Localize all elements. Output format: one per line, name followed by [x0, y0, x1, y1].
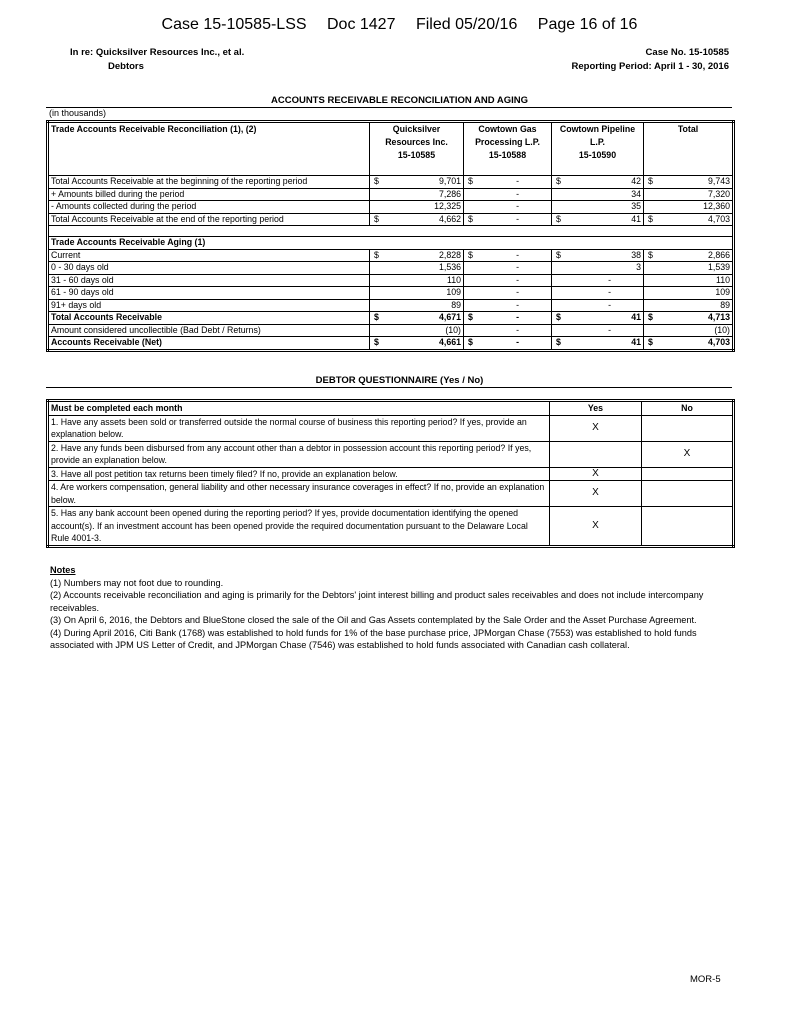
amount-cell [644, 176, 734, 189]
ar-row [48, 287, 734, 300]
aging-header-label: Trade Accounts Receivable Aging (1) [48, 237, 734, 250]
amount-cell [644, 213, 734, 226]
amount-value: 1,536 [438, 262, 461, 272]
amount-value: - [516, 274, 519, 285]
row-label: 61 - 90 days old [48, 287, 370, 300]
amount-value: 89 [720, 299, 730, 310]
currency-symbol: $ [468, 176, 473, 186]
amount-value: 35 [631, 201, 641, 211]
amount-cell [370, 299, 464, 312]
currency-symbol: $ [648, 312, 653, 322]
currency-symbol: $ [556, 312, 561, 322]
amount-value: 12,325 [434, 201, 461, 211]
currency-symbol: $ [556, 249, 561, 260]
amount-cell [644, 262, 734, 275]
row-label: + Amounts billed during the period [48, 188, 370, 201]
amount-value: - [516, 188, 519, 199]
amount-cell [370, 213, 464, 226]
question-row [48, 415, 734, 441]
amount-cell [370, 337, 464, 351]
column-header-line: L.P. [590, 137, 605, 147]
amount-cell [644, 337, 734, 351]
amount-value: - [608, 274, 611, 285]
amount-cell [464, 249, 552, 262]
no-mark [642, 467, 734, 481]
amount-value: - [516, 262, 519, 272]
amount-value: 34 [631, 188, 641, 199]
yes-mark: X [550, 507, 642, 547]
column-header-line: Cowtown Pipeline [559, 124, 636, 134]
row-label: Accounts Receivable (Net) [48, 337, 370, 351]
amount-cell [552, 188, 644, 201]
amount-value: 2,866 [707, 249, 730, 260]
questionnaire-title: DEBTOR QUESTIONNAIRE (Yes / No) [315, 375, 484, 386]
column-header-line: Processing L.P. [475, 137, 540, 147]
amount-cell [644, 249, 734, 262]
amount-value: 109 [446, 287, 461, 297]
amount-cell [644, 299, 734, 312]
currency-symbol: $ [556, 337, 561, 347]
amount-value: 2,828 [438, 249, 461, 260]
notes-title: Notes [50, 565, 76, 575]
row-label: 0 - 30 days old [48, 262, 370, 275]
row-label: Current [48, 249, 370, 262]
currency-symbol: $ [556, 213, 561, 224]
amount-value: 38 [631, 249, 641, 260]
column-header [644, 122, 734, 176]
amount-value: - [516, 324, 519, 335]
ar-row [48, 213, 734, 226]
ar-title-rule [46, 107, 732, 108]
ar-row [48, 312, 734, 325]
amount-cell [644, 287, 734, 300]
column-header-line: Total [677, 124, 699, 134]
spacer-cell [48, 226, 734, 237]
court-header [0, 16, 799, 34]
questionnaire-table [46, 399, 735, 548]
amount-cell [552, 213, 644, 226]
amount-value: - [516, 213, 519, 224]
amount-cell [552, 249, 644, 262]
debtors-label: Debtors [108, 61, 144, 72]
amount-cell [552, 337, 644, 351]
page-number-stamp: Page 16 of 16 [537, 16, 638, 33]
amount-value: - [608, 287, 611, 297]
column-header [370, 122, 464, 176]
amount-cell [552, 299, 644, 312]
amount-value: - [516, 337, 519, 347]
amount-cell [552, 312, 644, 325]
ar-row [48, 176, 734, 189]
questionnaire-header: Must be completed each month [48, 401, 550, 416]
amount-cell [464, 274, 552, 287]
no-header: No [642, 401, 734, 416]
amount-cell [370, 324, 464, 337]
amount-cell [370, 287, 464, 300]
ar-column-header-row [48, 122, 734, 176]
amount-cell [464, 188, 552, 201]
question-row [48, 481, 734, 507]
question-row [48, 467, 734, 481]
amount-value: - [516, 201, 519, 211]
row-label: 31 - 60 days old [48, 274, 370, 287]
no-mark [642, 481, 734, 507]
currency-symbol: $ [468, 337, 473, 347]
amount-value: - [516, 176, 519, 186]
column-header-line: 15-10588 [488, 150, 527, 160]
amount-cell [464, 262, 552, 275]
yes-mark: X [550, 467, 642, 481]
amount-cell [552, 324, 644, 337]
notes-section [50, 564, 740, 652]
no-mark [642, 507, 734, 547]
column-header-line: Resources Inc. [385, 137, 448, 147]
amount-cell [370, 176, 464, 189]
currency-symbol: $ [374, 312, 379, 322]
currency-symbol: $ [648, 213, 653, 224]
amount-value: (10) [445, 324, 461, 335]
amount-cell [464, 324, 552, 337]
no-mark: X [642, 441, 734, 467]
question-text: 3. Have all post petition tax returns been timely filed? If no, provide an explanation below. [48, 467, 550, 481]
recon-header-label: Trade Accounts Receivable Reconciliation (1), (2) [48, 122, 370, 176]
amount-cell [552, 274, 644, 287]
amount-value: 4,661 [438, 337, 461, 347]
amount-value: 12,360 [703, 201, 730, 211]
amount-cell [552, 176, 644, 189]
question-text: 1. Have any assets been sold or transferred outside the normal course of business this reporting period? If yes, provide an explanation below. [48, 415, 550, 441]
amount-value: 9,701 [438, 176, 461, 186]
reporting-period-label: Reporting Period: April 1 - 30, 2016 [571, 61, 729, 72]
column-header [464, 122, 552, 176]
amount-value: 89 [451, 299, 461, 310]
amount-value: 1,539 [707, 262, 730, 272]
amount-cell [644, 201, 734, 214]
currency-symbol: $ [648, 176, 653, 186]
amount-value: 4,703 [707, 213, 730, 224]
currency-symbol: $ [648, 337, 653, 347]
note-item: (3) On April 6, 2016, the Debtors and BlueStone closed the sale of the Oil and Gas Assets contemplated by the Sale Order and the Asset Purchase Agreement. [50, 615, 697, 625]
yes-mark: X [550, 415, 642, 441]
amount-cell [370, 188, 464, 201]
currency-symbol: $ [374, 337, 379, 347]
amount-value: 41 [631, 312, 641, 322]
currency-symbol: $ [468, 213, 473, 224]
row-label: Total Accounts Receivable at the beginning of the reporting period [48, 176, 370, 189]
amount-value: - [516, 249, 519, 260]
row-label: Total Accounts Receivable [48, 312, 370, 325]
note-item: (1) Numbers may not foot due to rounding. [50, 577, 224, 588]
amount-cell [552, 287, 644, 300]
form-id: MOR-5 [690, 974, 721, 985]
column-header-line: 15-10585 [397, 150, 436, 160]
ar-row [48, 337, 734, 351]
amount-cell [644, 312, 734, 325]
amount-value: (10) [714, 324, 730, 335]
doc-number-stamp: Doc 1427 [326, 16, 396, 33]
amount-cell [464, 213, 552, 226]
amount-cell [370, 249, 464, 262]
amount-cell [370, 201, 464, 214]
amount-value: 41 [631, 213, 641, 224]
amount-cell [644, 324, 734, 337]
questionnaire-header-row [48, 401, 734, 416]
amount-value: 4,703 [707, 337, 730, 347]
case-number-stamp: Case 15-10585-LSS [161, 16, 307, 33]
amount-value: 110 [715, 274, 730, 285]
filed-date-stamp: Filed 05/20/16 [415, 16, 518, 33]
yes-header: Yes [550, 401, 642, 416]
yes-mark [550, 441, 642, 467]
amount-value: 9,743 [707, 176, 730, 186]
amount-cell [552, 262, 644, 275]
currency-symbol: $ [374, 213, 379, 224]
question-row [48, 507, 734, 547]
currency-symbol: $ [468, 312, 473, 322]
ar-row [48, 249, 734, 262]
currency-symbol: $ [648, 249, 653, 260]
row-label: Amount considered uncollectible (Bad Debt / Returns) [48, 324, 370, 337]
amount-cell [370, 274, 464, 287]
note-item: (4) During April 2016, Citi Bank (1768) was established to hold funds for 1% of the base purchase price, JPMorgan Chase (7553) was established to hold funds associated with JPM US Letter of Credit, and JPMorgan Chase (7546) was established to hold funds associated with Canadian cash collateral. [50, 627, 697, 650]
column-header [552, 122, 644, 176]
amount-cell [464, 287, 552, 300]
amount-value: 4,713 [707, 312, 730, 322]
spacer-row [48, 226, 734, 237]
amount-value: - [608, 299, 611, 310]
currency-symbol: $ [374, 249, 379, 260]
amount-value: - [516, 312, 519, 322]
amount-value: 7,320 [707, 188, 730, 199]
row-label: 91+ days old [48, 299, 370, 312]
ar-row [48, 262, 734, 275]
question-row [48, 441, 734, 467]
currency-symbol: $ [374, 176, 379, 186]
column-header-line: 15-10590 [578, 150, 617, 160]
row-label: Total Accounts Receivable at the end of the reporting period [48, 213, 370, 226]
amount-value: 109 [715, 287, 730, 297]
amount-value: 42 [631, 176, 641, 186]
amount-value: 4,671 [438, 312, 461, 322]
note-item: (2) Accounts receivable reconciliation and aging is primarily for the Debtors' joint interest billing and product sales receivables and does not include intercompany receivables. [50, 590, 704, 613]
units-note: (in thousands) [49, 108, 107, 118]
amount-value: - [516, 299, 519, 310]
amount-value: - [608, 324, 611, 335]
amount-cell [464, 176, 552, 189]
column-header-line: Cowtown Gas [478, 124, 537, 134]
currency-symbol: $ [556, 176, 561, 186]
column-header-line: Quicksilver [392, 124, 441, 134]
amount-value: 41 [631, 337, 641, 347]
question-text: 2. Have any funds been disbursed from any account other than a debtor in possession account this reporting period? If yes, provide an explanation below. [48, 441, 550, 467]
questionnaire-title-rule [46, 387, 732, 388]
amount-cell [464, 312, 552, 325]
amount-value: 110 [446, 274, 461, 285]
question-text: 5. Has any bank account been opened during the reporting period? If yes, provide documentation identifying the opened account(s). If an investment account has been opened provide the required documentation pursuant to the Delaware Local Rule 4001-3. [48, 507, 550, 547]
amount-value: 3 [636, 262, 641, 272]
yes-mark: X [550, 481, 642, 507]
question-text: 4. Are workers compensation, general liability and other necessary insurance coverages in effect? If no, provide an explanation below. [48, 481, 550, 507]
in-re-label: In re: Quicksilver Resources Inc., et al. [70, 47, 245, 58]
amount-cell [464, 299, 552, 312]
amount-value: 4,662 [438, 213, 461, 224]
amount-cell [644, 274, 734, 287]
amount-value: 7,286 [438, 188, 461, 199]
amount-cell [464, 337, 552, 351]
amount-cell [464, 201, 552, 214]
currency-symbol: $ [468, 249, 473, 260]
ar-row [48, 201, 734, 214]
amount-cell [552, 201, 644, 214]
ar-table [46, 120, 735, 352]
ar-row [48, 299, 734, 312]
case-no-label: Case No. 15-10585 [645, 47, 729, 58]
ar-row [48, 274, 734, 287]
row-label: - Amounts collected during the period [48, 201, 370, 214]
aging-header-row [48, 237, 734, 250]
amount-cell [644, 188, 734, 201]
ar-row [48, 188, 734, 201]
amount-cell [370, 262, 464, 275]
no-mark [642, 415, 734, 441]
amount-cell [370, 312, 464, 325]
ar-section-title: ACCOUNTS RECEIVABLE RECONCILIATION AND AGING [270, 95, 529, 106]
amount-value: - [516, 287, 519, 297]
ar-row [48, 324, 734, 337]
